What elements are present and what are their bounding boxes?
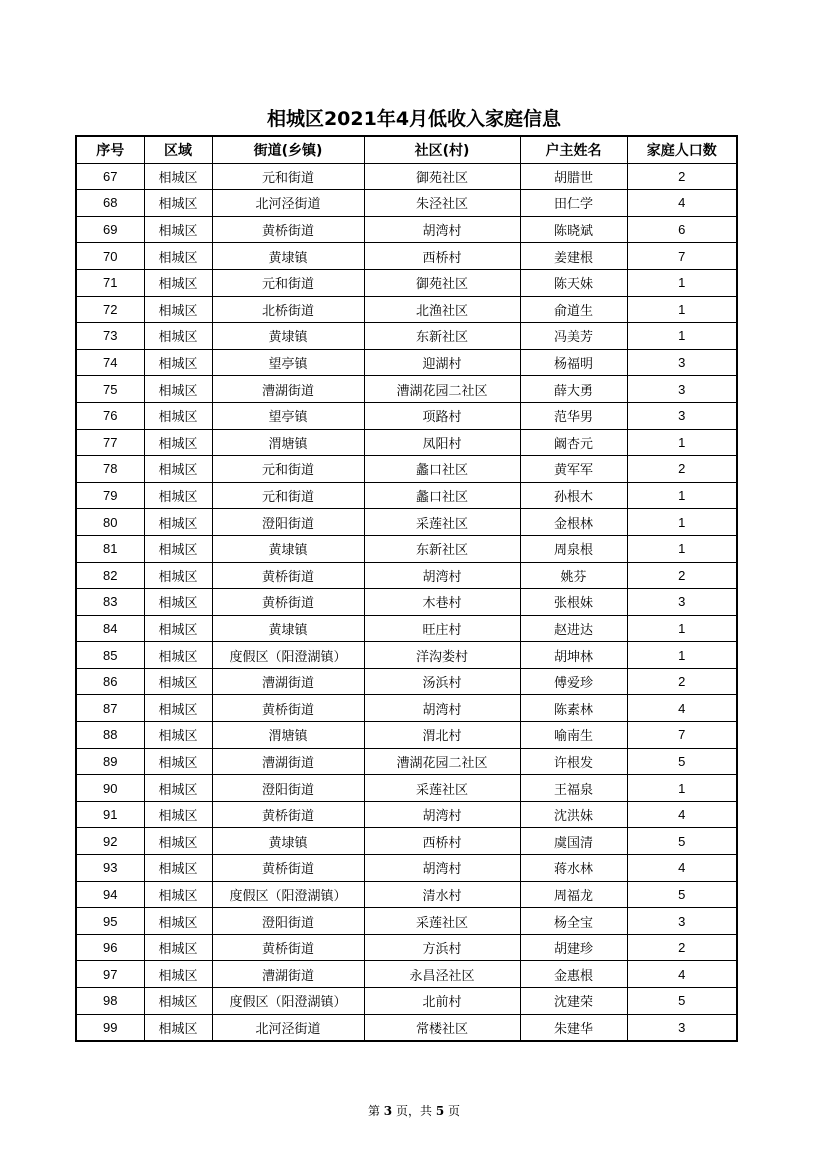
cell-street: 黄桥街道	[212, 216, 364, 243]
cell-family-size: 1	[627, 482, 737, 509]
cell-region: 相城区	[144, 562, 212, 589]
footer-suffix: 页	[448, 1104, 461, 1118]
cell-index: 96	[76, 934, 144, 961]
table-row	[76, 509, 737, 536]
cell-street: 度假区（阳澄湖镇）	[212, 642, 364, 669]
cell-index: 68	[76, 190, 144, 217]
cell-region: 相城区	[144, 668, 212, 695]
table-row	[76, 881, 737, 908]
cell-community: 朱泾社区	[364, 190, 520, 217]
cell-family-size: 1	[627, 323, 737, 350]
cell-family-size: 3	[627, 349, 737, 376]
cell-region: 相城区	[144, 402, 212, 429]
footer-total-pages: 5	[435, 1104, 445, 1118]
page-title: 相城区2021年4月低收入家庭信息	[266, 108, 562, 130]
header-family-size: 家庭人口数	[627, 136, 737, 163]
cell-community: 旺庄村	[364, 615, 520, 642]
cell-community: 迎湖村	[364, 349, 520, 376]
table-header-row	[76, 136, 737, 163]
cell-region: 相城区	[144, 908, 212, 935]
cell-region: 相城区	[144, 296, 212, 323]
table-row	[76, 376, 737, 403]
table-body	[76, 163, 737, 1041]
cell-index: 75	[76, 376, 144, 403]
cell-householder: 张根妹	[520, 589, 627, 616]
cell-region: 相城区	[144, 988, 212, 1015]
cell-community: 方浜村	[364, 934, 520, 961]
cell-community: 常楼社区	[364, 1014, 520, 1041]
cell-index: 78	[76, 456, 144, 483]
cell-street: 黄埭镇	[212, 323, 364, 350]
cell-region: 相城区	[144, 376, 212, 403]
cell-community: 东新社区	[364, 323, 520, 350]
cell-index: 99	[76, 1014, 144, 1041]
cell-region: 相城区	[144, 775, 212, 802]
page-footer	[0, 1102, 828, 1119]
cell-community: 采莲社区	[364, 908, 520, 935]
footer-middle: 页，共	[395, 1104, 432, 1118]
footer-page-number: 3	[383, 1104, 393, 1118]
cell-family-size: 2	[627, 456, 737, 483]
cell-street: 黄桥街道	[212, 934, 364, 961]
cell-householder: 许根发	[520, 748, 627, 775]
table-row	[76, 296, 737, 323]
cell-community: 东新社区	[364, 535, 520, 562]
cell-family-size: 2	[627, 934, 737, 961]
cell-region: 相城区	[144, 642, 212, 669]
cell-street: 渭塘镇	[212, 429, 364, 456]
cell-householder: 金惠根	[520, 961, 627, 988]
cell-street: 黄桥街道	[212, 562, 364, 589]
cell-street: 元和街道	[212, 456, 364, 483]
cell-region: 相城区	[144, 509, 212, 536]
cell-family-size: 2	[627, 668, 737, 695]
cell-street: 漕湖街道	[212, 668, 364, 695]
table-row	[76, 615, 737, 642]
cell-family-size: 1	[627, 269, 737, 296]
cell-street: 漕湖街道	[212, 961, 364, 988]
cell-community: 胡湾村	[364, 695, 520, 722]
footer-prefix: 第	[367, 1104, 380, 1118]
cell-family-size: 2	[627, 163, 737, 190]
cell-community: 采莲社区	[364, 775, 520, 802]
cell-community: 项路村	[364, 402, 520, 429]
cell-family-size: 1	[627, 509, 737, 536]
cell-householder: 傅爱珍	[520, 668, 627, 695]
table-row	[76, 1014, 737, 1041]
cell-region: 相城区	[144, 269, 212, 296]
cell-street: 元和街道	[212, 269, 364, 296]
cell-region: 相城区	[144, 881, 212, 908]
cell-family-size: 7	[627, 722, 737, 749]
cell-index: 95	[76, 908, 144, 935]
cell-family-size: 4	[627, 695, 737, 722]
cell-householder: 陈素林	[520, 695, 627, 722]
cell-community: 胡湾村	[364, 855, 520, 882]
cell-index: 83	[76, 589, 144, 616]
cell-family-size: 2	[627, 562, 737, 589]
cell-index: 85	[76, 642, 144, 669]
cell-street: 度假区（阳澄湖镇）	[212, 881, 364, 908]
cell-householder: 范华男	[520, 402, 627, 429]
cell-community: 御苑社区	[364, 163, 520, 190]
cell-family-size: 3	[627, 402, 737, 429]
cell-community: 洋沟娄村	[364, 642, 520, 669]
cell-community: 渭北村	[364, 722, 520, 749]
cell-householder: 黄军军	[520, 456, 627, 483]
cell-index: 91	[76, 801, 144, 828]
cell-community: 西桥村	[364, 828, 520, 855]
cell-householder: 胡腊世	[520, 163, 627, 190]
cell-region: 相城区	[144, 615, 212, 642]
cell-region: 相城区	[144, 1014, 212, 1041]
cell-householder: 姚芬	[520, 562, 627, 589]
cell-index: 70	[76, 243, 144, 270]
cell-householder: 沈洪妹	[520, 801, 627, 828]
cell-community: 采莲社区	[364, 509, 520, 536]
cell-region: 相城区	[144, 243, 212, 270]
cell-index: 79	[76, 482, 144, 509]
cell-family-size: 4	[627, 190, 737, 217]
cell-householder: 陈晓斌	[520, 216, 627, 243]
table-row	[76, 988, 737, 1015]
table-row	[76, 695, 737, 722]
cell-index: 76	[76, 402, 144, 429]
cell-street: 度假区（阳澄湖镇）	[212, 988, 364, 1015]
cell-householder: 胡建珍	[520, 934, 627, 961]
cell-family-size: 3	[627, 376, 737, 403]
cell-householder: 朱建华	[520, 1014, 627, 1041]
cell-region: 相城区	[144, 456, 212, 483]
cell-community: 胡湾村	[364, 216, 520, 243]
cell-householder: 周福龙	[520, 881, 627, 908]
cell-index: 80	[76, 509, 144, 536]
cell-community: 凤阳村	[364, 429, 520, 456]
cell-region: 相城区	[144, 695, 212, 722]
cell-family-size: 4	[627, 801, 737, 828]
household-table	[75, 135, 738, 1042]
header-region: 区域	[144, 136, 212, 163]
cell-index: 97	[76, 961, 144, 988]
cell-family-size: 7	[627, 243, 737, 270]
cell-index: 89	[76, 748, 144, 775]
cell-family-size: 1	[627, 429, 737, 456]
cell-index: 98	[76, 988, 144, 1015]
table-row	[76, 908, 737, 935]
cell-community: 漕湖花园二社区	[364, 376, 520, 403]
cell-householder: 沈建荣	[520, 988, 627, 1015]
cell-community: 汤浜村	[364, 668, 520, 695]
cell-family-size: 1	[627, 642, 737, 669]
table-row	[76, 934, 737, 961]
cell-community: 御苑社区	[364, 269, 520, 296]
cell-index: 92	[76, 828, 144, 855]
table-row	[76, 190, 737, 217]
cell-index: 88	[76, 722, 144, 749]
cell-family-size: 5	[627, 748, 737, 775]
table-row	[76, 269, 737, 296]
cell-index: 84	[76, 615, 144, 642]
cell-community: 永昌泾社区	[364, 961, 520, 988]
cell-region: 相城区	[144, 748, 212, 775]
cell-family-size: 5	[627, 988, 737, 1015]
table-row	[76, 562, 737, 589]
cell-region: 相城区	[144, 855, 212, 882]
cell-householder: 虞国清	[520, 828, 627, 855]
cell-family-size: 1	[627, 535, 737, 562]
cell-street: 漕湖街道	[212, 748, 364, 775]
cell-householder: 周泉根	[520, 535, 627, 562]
cell-index: 82	[76, 562, 144, 589]
cell-street: 黄桥街道	[212, 855, 364, 882]
cell-street: 澄阳街道	[212, 908, 364, 935]
table-row	[76, 801, 737, 828]
cell-street: 黄埭镇	[212, 243, 364, 270]
cell-region: 相城区	[144, 535, 212, 562]
cell-street: 北桥街道	[212, 296, 364, 323]
table-row	[76, 535, 737, 562]
cell-street: 望亭镇	[212, 349, 364, 376]
cell-family-size: 1	[627, 296, 737, 323]
cell-region: 相城区	[144, 216, 212, 243]
table-row	[76, 961, 737, 988]
cell-region: 相城区	[144, 323, 212, 350]
cell-street: 黄埭镇	[212, 535, 364, 562]
cell-householder: 赵进达	[520, 615, 627, 642]
cell-community: 西桥村	[364, 243, 520, 270]
table-row	[76, 775, 737, 802]
cell-street: 黄埭镇	[212, 828, 364, 855]
cell-index: 71	[76, 269, 144, 296]
cell-family-size: 3	[627, 589, 737, 616]
cell-region: 相城区	[144, 429, 212, 456]
cell-index: 90	[76, 775, 144, 802]
table-row	[76, 828, 737, 855]
cell-householder: 杨福明	[520, 349, 627, 376]
cell-index: 69	[76, 216, 144, 243]
cell-community: 蠡口社区	[364, 456, 520, 483]
cell-region: 相城区	[144, 961, 212, 988]
cell-community: 漕湖花园二社区	[364, 748, 520, 775]
cell-region: 相城区	[144, 482, 212, 509]
header-community: 社区(村)	[364, 136, 520, 163]
cell-family-size: 1	[627, 615, 737, 642]
cell-street: 黄桥街道	[212, 695, 364, 722]
cell-householder: 薛大勇	[520, 376, 627, 403]
cell-family-size: 6	[627, 216, 737, 243]
cell-community: 清水村	[364, 881, 520, 908]
cell-region: 相城区	[144, 190, 212, 217]
cell-community: 北前村	[364, 988, 520, 1015]
table-row	[76, 349, 737, 376]
cell-family-size: 1	[627, 775, 737, 802]
cell-community: 木巷村	[364, 589, 520, 616]
cell-index: 94	[76, 881, 144, 908]
cell-index: 74	[76, 349, 144, 376]
table-row	[76, 243, 737, 270]
cell-householder: 胡坤林	[520, 642, 627, 669]
table-row	[76, 402, 737, 429]
cell-index: 73	[76, 323, 144, 350]
cell-street: 元和街道	[212, 163, 364, 190]
cell-family-size: 5	[627, 828, 737, 855]
cell-householder: 姜建根	[520, 243, 627, 270]
cell-street: 黄桥街道	[212, 801, 364, 828]
table-row	[76, 216, 737, 243]
header-householder: 户主姓名	[520, 136, 627, 163]
cell-family-size: 3	[627, 908, 737, 935]
cell-street: 黄桥街道	[212, 589, 364, 616]
cell-index: 86	[76, 668, 144, 695]
table-row	[76, 855, 737, 882]
table-row	[76, 668, 737, 695]
cell-region: 相城区	[144, 163, 212, 190]
cell-index: 77	[76, 429, 144, 456]
cell-community: 胡湾村	[364, 562, 520, 589]
cell-householder: 冯美芳	[520, 323, 627, 350]
cell-family-size: 3	[627, 1014, 737, 1041]
cell-householder: 杨全宝	[520, 908, 627, 935]
table-row	[76, 323, 737, 350]
cell-street: 漕湖街道	[212, 376, 364, 403]
cell-region: 相城区	[144, 801, 212, 828]
header-street: 街道(乡镇)	[212, 136, 364, 163]
cell-householder: 田仁学	[520, 190, 627, 217]
cell-householder: 王福泉	[520, 775, 627, 802]
cell-householder: 俞道生	[520, 296, 627, 323]
table-row	[76, 748, 737, 775]
cell-family-size: 4	[627, 961, 737, 988]
cell-index: 93	[76, 855, 144, 882]
cell-region: 相城区	[144, 589, 212, 616]
table-row	[76, 429, 737, 456]
cell-community: 胡湾村	[364, 801, 520, 828]
cell-householder: 喻南生	[520, 722, 627, 749]
cell-street: 元和街道	[212, 482, 364, 509]
table-row	[76, 456, 737, 483]
table-row	[76, 589, 737, 616]
cell-street: 望亭镇	[212, 402, 364, 429]
cell-householder: 孙根木	[520, 482, 627, 509]
cell-family-size: 4	[627, 855, 737, 882]
cell-region: 相城区	[144, 349, 212, 376]
cell-index: 87	[76, 695, 144, 722]
table-row	[76, 163, 737, 190]
cell-region: 相城区	[144, 722, 212, 749]
cell-householder: 金根林	[520, 509, 627, 536]
table-row	[76, 482, 737, 509]
cell-street: 渭塘镇	[212, 722, 364, 749]
cell-street: 北河泾街道	[212, 1014, 364, 1041]
cell-index: 72	[76, 296, 144, 323]
header-index: 序号	[76, 136, 144, 163]
table-row	[76, 642, 737, 669]
cell-community: 蠡口社区	[364, 482, 520, 509]
cell-householder: 阚杏元	[520, 429, 627, 456]
cell-family-size: 5	[627, 881, 737, 908]
cell-region: 相城区	[144, 934, 212, 961]
cell-index: 67	[76, 163, 144, 190]
cell-street: 澄阳街道	[212, 509, 364, 536]
cell-street: 北河泾街道	[212, 190, 364, 217]
cell-index: 81	[76, 535, 144, 562]
cell-street: 黄埭镇	[212, 615, 364, 642]
cell-community: 北渔社区	[364, 296, 520, 323]
cell-street: 澄阳街道	[212, 775, 364, 802]
cell-householder: 蒋水林	[520, 855, 627, 882]
cell-householder: 陈天妹	[520, 269, 627, 296]
table-row	[76, 722, 737, 749]
cell-region: 相城区	[144, 828, 212, 855]
